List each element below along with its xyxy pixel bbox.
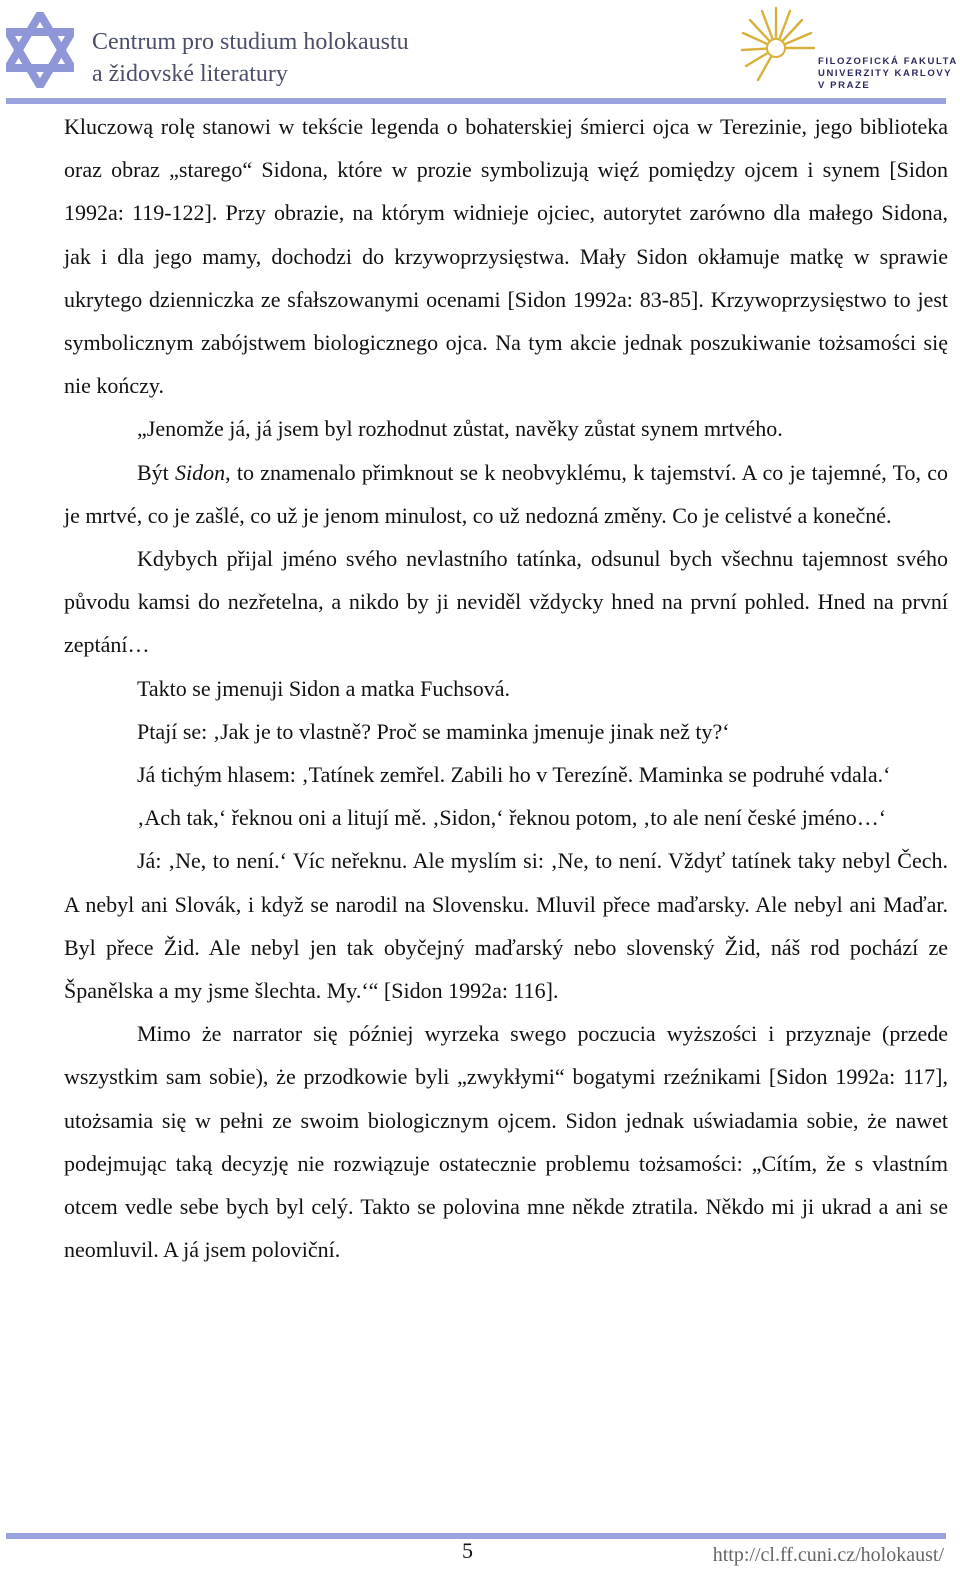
page-number: 5	[462, 1538, 473, 1563]
page-header	[0, 0, 960, 106]
footer-divider	[6, 1533, 946, 1539]
sunburst-icon	[740, 4, 820, 86]
quote-paragraph: Já: ‚Ne, to není.‘ Víc neřeknu. Ale myslím si: ‚Ne, to není. Vždyť tatínek taky nebyl Čech. A nebyl ani Slovák, i když se narodil na Slovensku. Mluvil přece maďarsky. Ale nebyl ani Maďar. Byl přece Žid. Ale nebyl jen tak obyčejný maďarský nebo slovenský Žid, náš rod pochází ze Španělska a my jsme šlechta. My.‘“ [Sidon 1992a: 116].	[64, 848, 948, 1004]
quote-paragraph: Já tichým hlasem: ‚Tatínek zemřel. Zabili ho v Terezíně. Maminka se podruhé vdala.‘	[137, 762, 891, 788]
faculty-line-3: V PRAZE	[818, 80, 871, 91]
paragraph: Kluczową rolę stanowi w tekście legenda o bohaterskiej śmierci ojca w Terezinie, jego biblioteka oraz obraz „starego“ Sidona, które w prozie symbolizują więź pomiędzy ojcem i synem [Sidon 1992a: 119-122]. Przy obrazie, na którym widnieje ojciec, autorytet zarówno dla małego Sidona, jak i dla jego mamy, dochodzi do krzywoprzysięstwa. Mały Sidon okłamuje matkę w sprawie ukrytego dzienniczka ze sfałszowanymi ocenami [Sidon 1992a: 83-85]. Krzywoprzysięstwo to jest symbolicznym zabójstwem biologicznego ojca. Na tym akcie jednak poszukiwanie tożsamości się nie kończy.	[64, 114, 948, 399]
faculty-line-2: UNIVERZITY KARLOVY	[818, 68, 953, 79]
quote-paragraph: Ptají se: ‚Jak je to vlastně? Proč se maminka jmenuje jinak než ty?‘	[137, 718, 730, 744]
star-of-david-icon	[6, 12, 74, 88]
quote-paragraph	[64, 451, 948, 537]
center-name	[92, 26, 409, 90]
quote-paragraph: Kdybych přijal jméno svého nevlastního tatínka, odsunul bych všechnu tajemnost svého původu kamsi do nezřetelna, a nikdo by ji neviděl vždycky hned na první pohled. Hned na první zeptání…	[64, 546, 948, 658]
quote-paragraph: ‚Ach tak,‘ řeknou oni a litují mě. ‚Sidon,‘ řeknou potom, ‚to ale není české jméno…‘	[137, 805, 887, 831]
document-body	[64, 105, 948, 1271]
footer-url: http://cl.ff.cuni.cz/holokaust/	[712, 1544, 944, 1566]
emphasized-name: Sidon	[175, 459, 226, 485]
quote-paragraph: „Jenomže já, já jsem byl rozhodnut zůstat, navěky zůstat synem mrtvého.	[137, 416, 783, 442]
center-name-line-1: Centrum pro studium holokaustu	[92, 29, 409, 55]
faculty-line-1: FILOZOFICKÁ FAKULTA	[818, 56, 958, 67]
center-name-line-2: a židovské literatury	[92, 61, 288, 87]
quote-text: , to znamenalo přimknout se k neobvyklému, k tajemství. A co je tajemné, To, co je mrtvé, co je zašlé, co už je jenom minulost, co už nedozná změny. Co je celistvé a konečné.	[64, 459, 948, 528]
paragraph: Mimo że narrator się później wyrzeka swego poczucia wyższości i przyznaje (przede wszystkim sam sobie), że przodkowie byli „zwykłymi“ bogatymi rzeźnikami [Sidon 1992a: 117], utożsamia się w pełni ze swoim biologicznym ojcem. Sidon jednak uświadamia sobie, że nawet podejmując taką decyzję nie rozwiązuje ostatecznie problemu tożsamości: „Cítím, že s vlastním otcem vedle sebe bych byl celý. Takto se polovina mne někde ztratila. Někdo mi ji ukrad a ani se neomluvil. A já jsem poloviční.	[64, 1021, 948, 1263]
quote-text: Být	[137, 459, 176, 485]
faculty-logo	[740, 4, 958, 94]
quote-paragraph: Takto se jmenuji Sidon a matka Fuchsová.	[137, 675, 511, 701]
header-divider	[6, 98, 946, 104]
faculty-name	[818, 56, 958, 92]
